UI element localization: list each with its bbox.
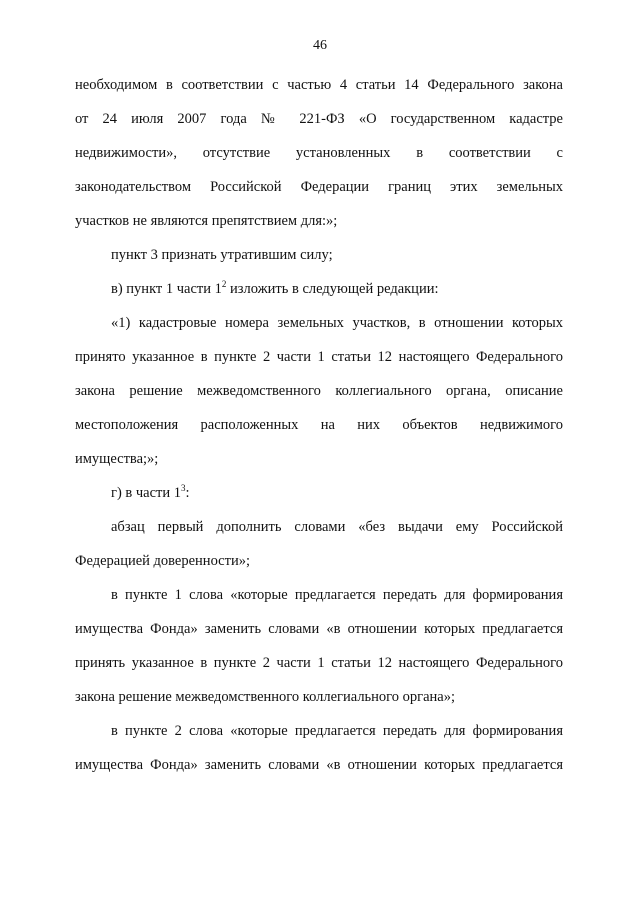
- text-line: абзац первый дополнить словами «без выдачи ему Российской: [111, 519, 563, 535]
- text-line: имущества Фонда» заменить словами «в отношении которых предлагается: [75, 621, 563, 637]
- page-number: 46: [313, 38, 327, 53]
- text-line: в пункте 1 слова «которые предлагается передать для формирования: [111, 587, 563, 603]
- text-segment: в) пункт 1 части 1: [111, 281, 222, 297]
- text-line: закона решение межведомственного коллегиального органа, описание: [75, 383, 563, 399]
- text-segment: :: [185, 485, 190, 501]
- text-line: закона решение межведомственного коллегиального органа»;: [75, 689, 455, 705]
- document-body: [75, 68, 563, 782]
- text-line: Федерацией доверенности»;: [75, 553, 250, 569]
- text-line: «1) кадастровые номера земельных участков, в отношении которых: [111, 315, 563, 331]
- superscript: 2: [221, 279, 227, 289]
- text-line: принято указанное в пункте 2 части 1 статьи 12 настоящего Федерального: [75, 349, 563, 365]
- text-line: участков не являются препятствием для:»;: [75, 213, 338, 229]
- text-segment: г) в части 1: [111, 485, 182, 501]
- text-line: принять указанное в пункте 2 части 1 статьи 12 настоящего Федерального: [75, 655, 563, 671]
- text-line: имущества;»;: [75, 451, 159, 467]
- text-line: от 24 июля 2007 года № 221-ФЗ «О государственном кадастре: [75, 111, 563, 127]
- text-segment: изложить в следующей редакции:: [226, 281, 439, 297]
- text-line: имущества Фонда» заменить словами «в отношении которых предлагается: [75, 757, 563, 773]
- text-line: недвижимости», отсутствие установленных в соответствии с: [75, 145, 563, 161]
- text-line: пункт 3 признать утратившим силу;: [111, 247, 333, 263]
- text-line: [75, 272, 563, 306]
- text-line: местоположения расположенных на них объектов недвижимого: [75, 417, 563, 433]
- text-line: законодательством Российской Федерации границ этих земельных: [75, 179, 563, 195]
- superscript: 3: [181, 483, 186, 493]
- text-line: в пункте 2 слова «которые предлагается передать для формирования: [111, 723, 563, 739]
- text-line: необходимом в соответствии с частью 4 статьи 14 Федерального закона: [75, 77, 563, 93]
- text-line: [75, 476, 563, 510]
